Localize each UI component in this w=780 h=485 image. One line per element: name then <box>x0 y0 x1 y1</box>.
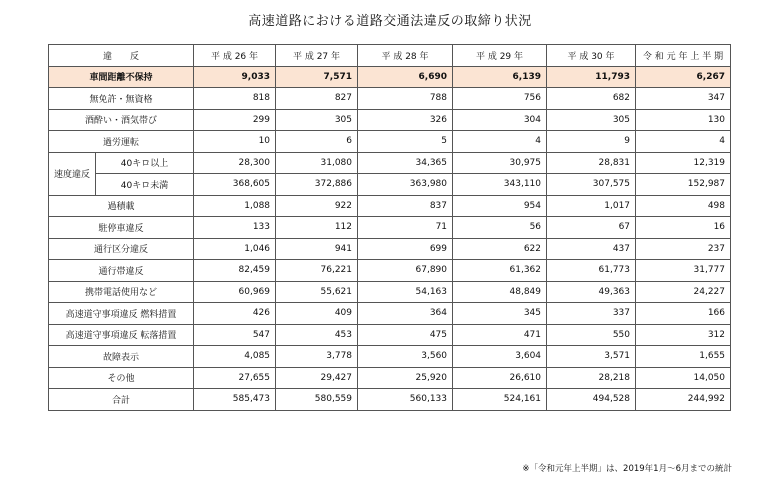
table-row <box>49 88 731 110</box>
row-value-cell: 818 <box>194 88 276 110</box>
row-value-cell: 471 <box>453 324 547 346</box>
table-body <box>49 66 731 410</box>
row-value-cell: 4,085 <box>194 346 276 368</box>
row-value-cell: 152,987 <box>636 174 731 196</box>
row-value-cell: 6 <box>276 131 358 153</box>
table-row <box>49 303 731 325</box>
table-row <box>49 389 731 411</box>
row-value-cell: 827 <box>276 88 358 110</box>
row-value-cell: 31,777 <box>636 260 731 282</box>
row-label: 酒酔い・酒気帯び <box>49 109 194 131</box>
row-value-cell: 27,655 <box>194 367 276 389</box>
row-value-cell: 299 <box>194 109 276 131</box>
row-value-cell: 28,831 <box>547 152 636 174</box>
row-value-cell: 112 <box>276 217 358 239</box>
row-value-cell: 622 <box>453 238 547 260</box>
row-value-cell: 133 <box>194 217 276 239</box>
row-value-cell: 547 <box>194 324 276 346</box>
row-value-cell: 28,300 <box>194 152 276 174</box>
row-value-cell: 1,017 <box>547 195 636 217</box>
row-value-cell: 3,571 <box>547 346 636 368</box>
row-value-cell: 304 <box>453 109 547 131</box>
row-label: 通行区分違反 <box>49 238 194 260</box>
row-value-cell: 524,161 <box>453 389 547 411</box>
header-year-h30: 平 成 30 年 <box>547 45 636 67</box>
table-title: 高速道路における道路交通法違反の取締り状況 <box>248 14 532 29</box>
header-year-r1h1: 令 和 元 年 上 半 期 <box>636 45 731 67</box>
row-value-cell: 166 <box>636 303 731 325</box>
row-value-cell: 682 <box>547 88 636 110</box>
row-value-cell: 12,319 <box>636 152 731 174</box>
row-value-cell: 16 <box>636 217 731 239</box>
row-label: 携帯電話使用など <box>49 281 194 303</box>
table-row <box>49 281 731 303</box>
row-value-cell: 312 <box>636 324 731 346</box>
row-value-cell: 426 <box>194 303 276 325</box>
row-value-cell: 34,365 <box>358 152 453 174</box>
row-value-cell: 24,227 <box>636 281 731 303</box>
row-value-cell: 453 <box>276 324 358 346</box>
row-value-cell: 437 <box>547 238 636 260</box>
row-group-label: 速度違反 <box>49 152 96 195</box>
row-value-cell: 9,033 <box>194 66 276 88</box>
row-value-cell: 3,604 <box>453 346 547 368</box>
row-label: 駐停車違反 <box>49 217 194 239</box>
row-value-cell: 48,849 <box>453 281 547 303</box>
row-value-cell: 788 <box>358 88 453 110</box>
row-value-cell: 82,459 <box>194 260 276 282</box>
row-value-cell: 244,992 <box>636 389 731 411</box>
row-value-cell: 7,571 <box>276 66 358 88</box>
row-value-cell: 922 <box>276 195 358 217</box>
row-value-cell: 28,218 <box>547 367 636 389</box>
row-value-cell: 580,559 <box>276 389 358 411</box>
row-value-cell: 343,110 <box>453 174 547 196</box>
row-value-cell: 550 <box>547 324 636 346</box>
row-value-cell: 6,139 <box>453 66 547 88</box>
row-value-cell: 4 <box>453 131 547 153</box>
table-row <box>49 238 731 260</box>
row-value-cell: 67,890 <box>358 260 453 282</box>
row-value-cell: 941 <box>276 238 358 260</box>
row-value-cell: 305 <box>276 109 358 131</box>
row-value-cell: 954 <box>453 195 547 217</box>
row-value-cell: 337 <box>547 303 636 325</box>
row-value-cell: 54,163 <box>358 281 453 303</box>
row-label: 高速道守事項違反 転落措置 <box>49 324 194 346</box>
row-value-cell: 76,221 <box>276 260 358 282</box>
row-label: 高速道守事項違反 燃料措置 <box>49 303 194 325</box>
footnote: ※「令和元年上半期」は、2019年1月～6月までの統計 <box>522 464 732 474</box>
table-row <box>49 367 731 389</box>
row-value-cell: 6,690 <box>358 66 453 88</box>
header-year-h29: 平 成 29 年 <box>453 45 547 67</box>
row-value-cell: 372,886 <box>276 174 358 196</box>
row-value-cell: 475 <box>358 324 453 346</box>
row-label: 過積載 <box>49 195 194 217</box>
header-row <box>49 45 731 67</box>
row-value-cell: 368,605 <box>194 174 276 196</box>
row-value-cell: 585,473 <box>194 389 276 411</box>
table-row <box>49 66 731 88</box>
table-row <box>49 260 731 282</box>
violation-table <box>48 44 731 411</box>
row-value-cell: 9 <box>547 131 636 153</box>
row-value-cell: 61,773 <box>547 260 636 282</box>
header-year-h26: 平 成 26 年 <box>194 45 276 67</box>
row-value-cell: 60,969 <box>194 281 276 303</box>
row-value-cell: 26,610 <box>453 367 547 389</box>
row-label: その他 <box>49 367 194 389</box>
table-row <box>49 346 731 368</box>
header-year-h28: 平 成 28 年 <box>358 45 453 67</box>
row-value-cell: 409 <box>276 303 358 325</box>
row-value-cell: 14,050 <box>636 367 731 389</box>
row-label: 車間距離不保持 <box>49 66 194 88</box>
row-value-cell: 61,362 <box>453 260 547 282</box>
row-value-cell: 345 <box>453 303 547 325</box>
row-value-cell: 307,575 <box>547 174 636 196</box>
row-value-cell: 67 <box>547 217 636 239</box>
row-value-cell: 1,655 <box>636 346 731 368</box>
table-row <box>49 195 731 217</box>
row-label: 故障表示 <box>49 346 194 368</box>
row-value-cell: 305 <box>547 109 636 131</box>
row-value-cell: 699 <box>358 238 453 260</box>
header-violation: 違 反 <box>49 45 194 67</box>
row-value-cell: 31,080 <box>276 152 358 174</box>
row-value-cell: 29,427 <box>276 367 358 389</box>
row-label: 無免許・無資格 <box>49 88 194 110</box>
row-sub-label: 40キロ以上 <box>96 152 194 174</box>
row-value-cell: 5 <box>358 131 453 153</box>
row-value-cell: 494,528 <box>547 389 636 411</box>
row-value-cell: 363,980 <box>358 174 453 196</box>
row-value-cell: 56 <box>453 217 547 239</box>
row-value-cell: 237 <box>636 238 731 260</box>
row-value-cell: 4 <box>636 131 731 153</box>
table-row <box>49 131 731 153</box>
row-label: 通行帯違反 <box>49 260 194 282</box>
row-value-cell: 364 <box>358 303 453 325</box>
table-row <box>49 174 731 196</box>
row-value-cell: 1,088 <box>194 195 276 217</box>
row-value-cell: 49,363 <box>547 281 636 303</box>
row-label: 過労運転 <box>49 131 194 153</box>
row-value-cell: 326 <box>358 109 453 131</box>
row-value-cell: 71 <box>358 217 453 239</box>
row-value-cell: 30,975 <box>453 152 547 174</box>
table-row <box>49 217 731 239</box>
row-value-cell: 498 <box>636 195 731 217</box>
row-value-cell: 6,267 <box>636 66 731 88</box>
row-value-cell: 10 <box>194 131 276 153</box>
row-value-cell: 3,778 <box>276 346 358 368</box>
row-value-cell: 1,046 <box>194 238 276 260</box>
table-row <box>49 152 731 174</box>
table-row <box>49 324 731 346</box>
row-label: 合計 <box>49 389 194 411</box>
row-value-cell: 347 <box>636 88 731 110</box>
row-sub-label: 40キロ未満 <box>96 174 194 196</box>
table-row <box>49 109 731 131</box>
row-value-cell: 55,621 <box>276 281 358 303</box>
header-year-h27: 平 成 27 年 <box>276 45 358 67</box>
row-value-cell: 560,133 <box>358 389 453 411</box>
row-value-cell: 130 <box>636 109 731 131</box>
row-value-cell: 756 <box>453 88 547 110</box>
row-value-cell: 11,793 <box>547 66 636 88</box>
row-value-cell: 25,920 <box>358 367 453 389</box>
row-value-cell: 3,560 <box>358 346 453 368</box>
row-value-cell: 837 <box>358 195 453 217</box>
